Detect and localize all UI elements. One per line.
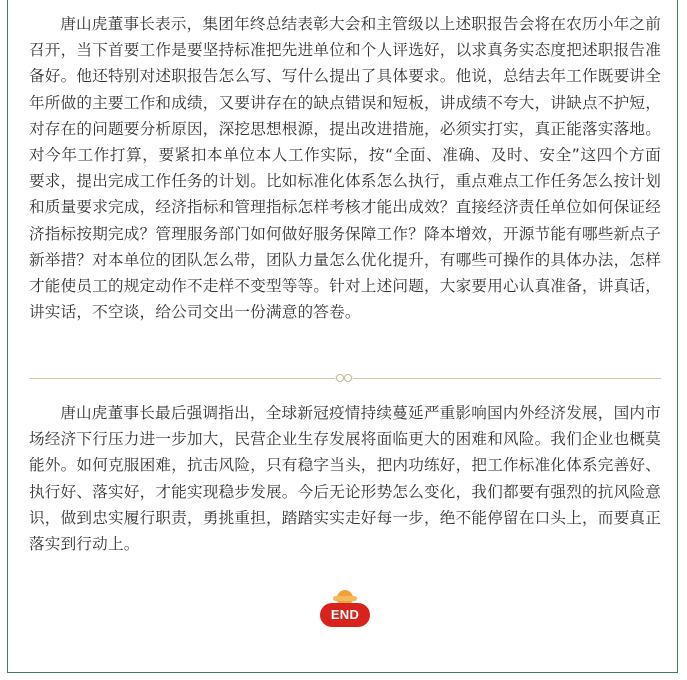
badge-cap-icon: [337, 590, 353, 603]
end-badge: [320, 590, 370, 628]
divider-line-right: [353, 378, 661, 379]
end-label: END: [320, 603, 370, 627]
section-divider: [29, 373, 661, 383]
divider-line-left: [29, 378, 335, 379]
divider-dot-icon: [344, 374, 352, 382]
divider-dot-icon: [336, 374, 344, 382]
article-paragraph-2: 唐山虎董事长最后强调指出，全球新冠疫情持续蔓延严重影响国内外经济发展，国内市场经济下行压力进一步加大，民营企业生存发展将面临更大的困难和风险。我们企业也概莫能外。如何克服困难，抗击风险，只有稳字当头，把内功练好，把工作标准化体系完善好、执行好、落实好，才能实现稳步发展。今后无论形势怎么变化，我们都要有强烈的抗风险意识，做到忠实履行职责，勇挑重担，踏踏实实走好每一步，绝不能停留在口头上，而要真正落实到行动上。: [29, 404, 661, 554]
article-paragraph-1: 唐山虎董事长表示，集团年终总结表彰大会和主管级以上述职报告会将在农历小年之前召开，当下首要工作是要坚持标准把先进单位和个人评选好，以求真务实态度把述职报告准备好。他还特别对述职报告怎么写、写什么提出了具体要求。他说，总结去年工作既要讲全年所做的主要工作和成绩，又要讲存在的缺点错误和短板，讲成绩不夸大，讲缺点不护短，对存在的问题要分析原因，深挖思想根源，提出改进措施，必须实打实，真正能落实落地。对今年工作打算，要紧扣本单位本人工作实际，按“全面、准确、及时、安全”这四个方面要求，提出完成工作任务的计划。比如标准化体系怎么执行，重点难点工作任务怎么按计划和质量要求完成，经济指标和管理指标怎样考核才能出成效？直接经济责任单位如何保证经济指标按期完成？管理服务部门如何做好服务保障工作？降本增效，开源节能有哪些新点子新举措？对本单位的团队怎么带，团队力量怎么优化提升，有哪些可操作的具体办法，怎样才能使员工的规定动作不走样不变型等等。针对上述问题，大家要用心认真准备，讲真话，讲实话，不空谈，给公司交出一份满意的答卷。: [29, 15, 661, 322]
